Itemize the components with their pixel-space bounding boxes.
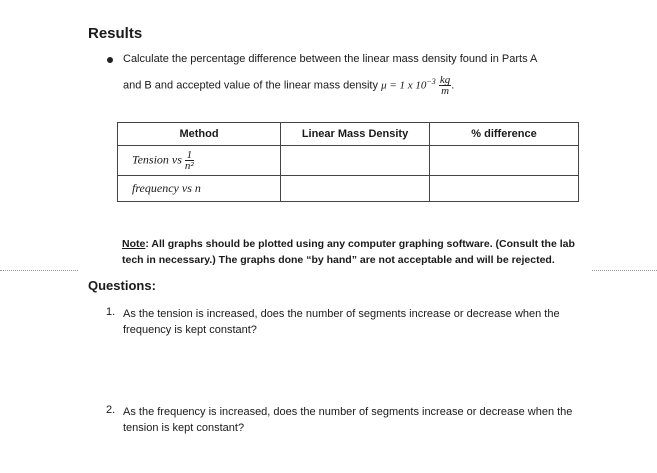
page-break-divider-right bbox=[592, 270, 657, 271]
bullet-dot bbox=[107, 57, 113, 63]
note-label: Note bbox=[122, 238, 146, 250]
bullet-text-prefix: and B and accepted value of the linear mass density bbox=[123, 79, 378, 92]
unit-fraction bbox=[439, 75, 451, 96]
fraction-denominator: n² bbox=[184, 160, 194, 172]
mu-exponent: −3 bbox=[426, 77, 436, 86]
header-percent-difference: % difference bbox=[430, 123, 579, 146]
question-text: As the frequency is increased, does the number of segments increase or decrease when the tension is kept constant? bbox=[123, 406, 573, 434]
mu-value: = 1 x 10 bbox=[386, 79, 427, 92]
results-table bbox=[117, 122, 579, 202]
results-heading: Results bbox=[88, 25, 143, 42]
method-cell-frequency bbox=[118, 176, 281, 202]
difference-cell-tension[interactable] bbox=[430, 146, 579, 176]
header-linear-mass-density: Linear Mass Density bbox=[281, 123, 430, 146]
mu-symbol: μ bbox=[381, 79, 387, 92]
note-block bbox=[122, 236, 582, 268]
page-break-divider-left bbox=[0, 270, 78, 271]
note-text: : All graphs should be plotted using any computer graphing software. (Consult the lab tech in necessary.) The graphs done “by hand” are not acceptable and will be rejected. bbox=[122, 238, 575, 266]
table-header-row bbox=[118, 123, 579, 146]
question-number: 1. bbox=[106, 306, 116, 318]
unit-denominator: m bbox=[441, 85, 450, 98]
table-row bbox=[118, 176, 579, 202]
question-number: 2. bbox=[106, 404, 116, 416]
unit-numerator: kg bbox=[439, 74, 451, 87]
bullet-text-line1: Calculate the percentage difference between the linear mass density found in Parts A bbox=[123, 53, 538, 65]
density-cell-tension[interactable] bbox=[281, 146, 430, 176]
inverse-n-squared-fraction bbox=[185, 150, 194, 171]
bullet-text-line2 bbox=[123, 74, 454, 96]
table-row bbox=[118, 146, 579, 176]
question-text: As the tension is increased, does the number of segments increase or decrease when the frequency is kept constant? bbox=[123, 308, 560, 336]
questions-heading: Questions: bbox=[88, 278, 156, 293]
method-frequency-text: frequency vs n bbox=[132, 181, 201, 195]
difference-cell-frequency[interactable] bbox=[430, 176, 579, 202]
period: . bbox=[451, 79, 455, 92]
method-cell-tension bbox=[118, 146, 281, 176]
method-tension-text: Tension vs bbox=[132, 152, 185, 167]
fraction-numerator: 1 bbox=[186, 149, 193, 161]
density-cell-frequency[interactable] bbox=[281, 176, 430, 202]
header-method: Method bbox=[118, 123, 281, 146]
